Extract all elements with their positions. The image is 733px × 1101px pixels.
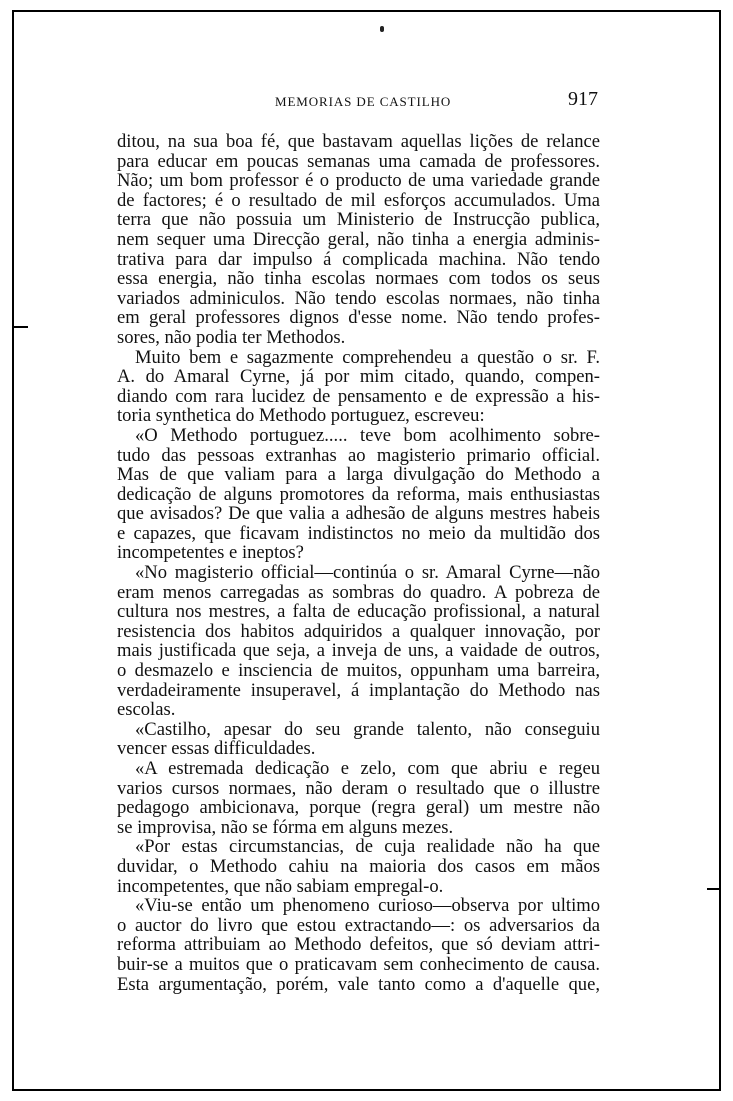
text-line: Mas de que valiam para a larga divulgação do Methodo a [117, 464, 600, 486]
text-line: ditou, na sua boa fé, que bastavam aquellas lições de relance [117, 131, 600, 152]
text-line: «Por estas circumstancias, de cuja realidade não ha que [135, 836, 600, 858]
text-line: verdadeiramente insuperavel, á implantação do Methodo nas [117, 679, 600, 701]
text-line: tudo das pessoas extranhas ao magisterio primario official. [117, 444, 600, 466]
text-line: incompetentes, que não sabiam empregal-o. [117, 875, 444, 897]
text-line: o desmazelo e insciencia de muitos, oppunham uma barreira, [117, 660, 600, 682]
left-margin-mark [14, 326, 28, 328]
text-line: variados adminiculos. Não tendo escolas normaes, não tinha [117, 287, 600, 309]
text-line: vencer essas difficuldades. [117, 738, 316, 760]
text-line: duvidar, o Methodo cahiu na maioria dos casos em mãos [117, 855, 600, 877]
right-margin-mark [707, 888, 719, 890]
text-line: incompetentes e ineptos? [117, 542, 304, 564]
text-line: escolas. [117, 699, 176, 721]
text-line: o auctor do livro que estou extractando—: os adversarios da [117, 914, 600, 936]
text-line: pedagogo ambicionava, porque (regra geral) um mestre não [117, 797, 600, 819]
text-line: nem sequer uma Direcção geral, não tinha a energia adminis- [117, 228, 600, 250]
text-line: Muito bem e sagazmente comprehendeu a questão o sr. F. [135, 346, 600, 368]
text-line: reforma attribuiam ao Methodo defeitos, que só deviam attri- [117, 934, 600, 956]
text-line: «Castilho, apesar do seu grande talento, não conseguiu [135, 718, 600, 740]
text-line: diando com rara lucidez de pensamento e de expressão a his- [117, 385, 600, 407]
text-line: dedicação de alguns promotores da reforma, mais enthusiastas [117, 483, 600, 505]
text-line: buir-se a muitos que o praticavam sem conhecimento de causa. [117, 953, 600, 975]
text-line: «Viu-se então um phenomeno curioso—observa por ultimo [135, 895, 600, 917]
text-line: terra que não possuia um Ministerio de Instrucção publica, [117, 209, 600, 231]
text-line: em geral professores dignos d'esse nome. Não tendo profes- [117, 307, 600, 329]
text-line: Esta argumentação, porém, vale tanto como a d'aquelle que, [117, 973, 600, 995]
text-line: toria synthetica do Methodo portuguez, escreveu: [117, 405, 485, 427]
text-line: para educar em poucas semanas uma camada de professores. [117, 150, 600, 172]
text-line: que avisados? De que valia a adhesão de alguns mestres habeis [117, 503, 600, 525]
ink-dot-mark [380, 26, 384, 32]
text-line: eram menos carregadas as sombras do quadro. A pobreza de [117, 581, 600, 603]
text-line: essa energia, não tinha escolas normaes com todos os seus [117, 268, 600, 290]
text-line: «No magisterio official—continúa o sr. Amaral Cyrne—não [135, 562, 600, 584]
page-header [117, 88, 600, 118]
page-number: 917 [568, 88, 598, 110]
text-line: A. do Amaral Cyrne, já por mim citado, quando, compen- [117, 366, 600, 388]
text-line: resistencia dos habitos adquiridos a qualquer innovação, por [117, 620, 600, 642]
text-line: cultura nos mestres, a falta de educação profissional, a natural [117, 601, 600, 623]
text-line: e capazes, que ficavam indistinctos no meio da multidão dos [117, 522, 600, 544]
text-line: se improvisa, não se fórma em alguns mezes. [117, 816, 454, 838]
text-line: varios cursos normaes, não deram o resultado que o illustre [117, 777, 600, 799]
text-line: trativa para dar impulso á complicada machina. Não tendo [117, 248, 600, 270]
text-line: de factores; é o resultado de mil esforços accumulados. Uma [117, 189, 600, 211]
text-line: sores, não podia ter Methodos. [117, 326, 346, 348]
running-title: MEMORIAS DE CASTILHO [275, 94, 452, 109]
text-line: «A estremada dedicação e zelo, com que abriu e regeu [135, 758, 600, 779]
text-line: «O Methodo portuguez..... teve bom acolhimento sobre- [135, 424, 600, 446]
text-line: mais justificada que seja, a inveja de uns, a vaidade de outros, [117, 640, 600, 662]
body-text [117, 132, 600, 994]
text-line: Não; um bom professor é o producto de uma variedade grande [117, 170, 600, 192]
